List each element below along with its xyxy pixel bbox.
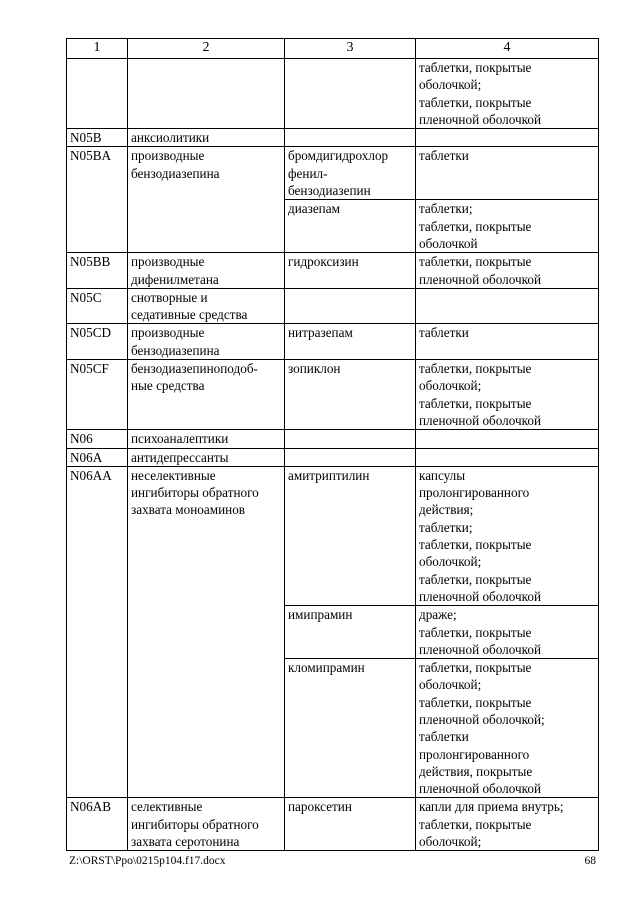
forms-cell: драже; таблетки, покрытые пленочной оболочкой [416,606,599,659]
drug-cell [285,448,416,466]
group-cell [128,59,285,129]
code-cell: N06AA [67,466,128,798]
table-row [67,288,599,324]
drug-cell: нитразепам [285,324,416,360]
code-cell: N05C [67,288,128,324]
code-cell [67,59,128,129]
drug-classification-table [66,38,599,851]
forms-cell [416,448,599,466]
drug-cell: амитриптилин [285,466,416,605]
group-cell: антидепрессанты [128,448,285,466]
drug-cell: диазепам [285,200,416,253]
table-row [67,448,599,466]
code-cell: N06AB [67,798,128,851]
code-cell: N05BB [67,253,128,289]
forms-cell: таблетки, покрытые пленочной оболочкой [416,253,599,289]
drug-cell [285,288,416,324]
group-cell: анксиолитики [128,129,285,147]
drug-cell: имипрамин [285,606,416,659]
forms-cell: таблетки, покрытые оболочкой; таблетки, покрытые пленочной оболочкой [416,59,599,129]
group-cell: психоаналептики [128,430,285,448]
drug-cell [285,59,416,129]
table-row [67,147,599,200]
drug-cell: гидроксизин [285,253,416,289]
forms-cell: таблетки, покрытые оболочкой; таблетки, покрытые пленочной оболочкой [416,360,599,430]
code-cell: N06 [67,430,128,448]
column-header-3: 3 [285,39,416,59]
column-header-1: 1 [67,39,128,59]
group-cell: бензодиазепиноподоб- ные средства [128,360,285,430]
code-cell: N05BA [67,147,128,253]
table-row [67,324,599,360]
column-header-4: 4 [416,39,599,59]
code-cell: N05B [67,129,128,147]
drug-cell: зопиклон [285,360,416,430]
code-cell: N05CD [67,324,128,360]
forms-cell: капсулы пролонгированного действия; таблетки; таблетки, покрытые оболочкой; таблетки, покрытые пленочной оболочкой [416,466,599,605]
table-row [67,360,599,430]
group-cell: производные бензодиазепина [128,324,285,360]
group-cell: производные дифенилметана [128,253,285,289]
group-cell: неселективные ингибиторы обратного захвата моноаминов [128,466,285,798]
drug-cell: кломипрамин [285,659,416,798]
drug-cell: пароксетин [285,798,416,851]
column-header-2: 2 [128,39,285,59]
forms-cell [416,430,599,448]
table-row [67,798,599,851]
drug-cell: бромдигидрохлор фенил- бензодиазепин [285,147,416,200]
table-row [67,430,599,448]
group-cell: селективные ингибиторы обратного захвата серотонина [128,798,285,851]
group-cell: производные бензодиазепина [128,147,285,253]
forms-cell: таблетки [416,324,599,360]
drug-cell [285,129,416,147]
forms-cell: таблетки [416,147,599,200]
footer-file-path: Z:\ORST\Ppo\0215p104.f17.docx [69,855,226,867]
forms-cell [416,129,599,147]
code-cell: N06A [67,448,128,466]
table-row [67,466,599,605]
forms-cell: таблетки, покрытые оболочкой; таблетки, покрытые пленочной оболочкой; таблетки пролонгированного действия, покрытые пленочной оболочкой [416,659,599,798]
code-cell: N05CF [67,360,128,430]
forms-cell [416,288,599,324]
forms-cell: капли для приема внутрь; таблетки, покрытые оболочкой; [416,798,599,851]
drug-cell [285,430,416,448]
table-row [67,253,599,289]
table-row [67,129,599,147]
footer-page-number: 68 [584,855,596,867]
group-cell: снотворные и седативные средства [128,288,285,324]
forms-cell: таблетки; таблетки, покрытые оболочкой [416,200,599,253]
table-row [67,59,599,129]
table-header-row [67,39,599,59]
